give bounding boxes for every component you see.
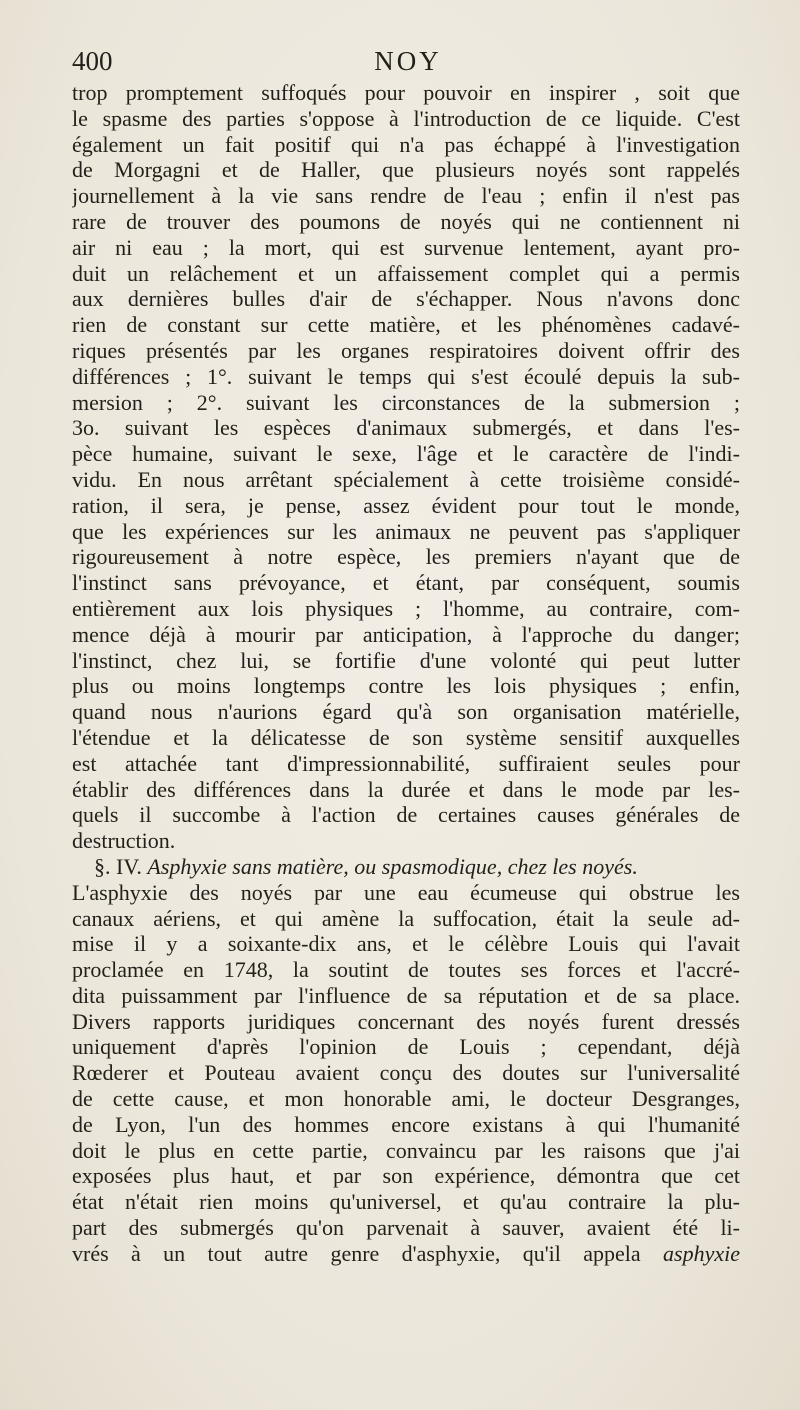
text-line: mence déjà à mourir par anticipation, à l'approche du danger; <box>72 621 740 647</box>
text-line: état n'était rien moins qu'universel, et qu'au contraire la plu- <box>72 1189 740 1215</box>
text-line: que les expériences sur les animaux ne peuvent pas s'appliquer <box>72 518 740 544</box>
running-head: NOY <box>374 46 442 76</box>
text-line: rare de trouver des poumons de noyés qui ne contiennent ni <box>72 208 740 234</box>
text-line <box>72 1241 740 1267</box>
text-line: différences ; 1°. suivant le temps qui s'est écoulé depuis la sub- <box>72 363 740 389</box>
paragraph-2 <box>72 880 740 1241</box>
text-line: air ni eau ; la mort, qui est survenue lentement, ayant pro- <box>72 234 740 260</box>
text-line: doit le plus en cette partie, convaincu par les raisons que j'ai <box>72 1137 740 1163</box>
section-title: Asphyxie sans matière, ou spasmodique, chez les noyés. <box>147 853 638 879</box>
section-number: §. IV. <box>94 853 142 879</box>
text-line: rigoureusement à notre espèce, les premiers n'ayant que de <box>72 544 740 570</box>
text-line: entièrement aux lois physiques ; l'homme, au contraire, com- <box>72 595 740 621</box>
text-line: ration, il sera, je pense, assez évident pour tout le monde, <box>72 492 740 518</box>
text-line: trop promptement suffoqués pour pouvoir en inspirer , soit que <box>72 80 740 105</box>
text-line: Rœderer et Pouteau avaient conçu des doutes sur l'universalité <box>72 1060 740 1086</box>
text-line: le spasme des parties s'oppose à l'introduction de ce liquide. C'est <box>72 105 740 131</box>
text-line: rien de constant sur cette matière, et les phénomènes cadavé- <box>72 312 740 338</box>
final-line-text: vrés à un tout autre genre d'asphyxie, qu'il appela <box>72 1240 641 1266</box>
text-line: vidu. En nous arrêtant spécialement à cette troisième considé- <box>72 466 740 492</box>
text-line: quand nous n'aurions égard qu'à son organisation matérielle, <box>72 699 740 725</box>
text-line: canaux aériens, et qui amène la suffocation, était la seule ad- <box>72 905 740 931</box>
body-text <box>72 80 740 1267</box>
text-line: mersion ; 2°. suivant les circonstances de la submersion ; <box>72 389 740 415</box>
text-line: l'instinct, chez lui, se fortifie d'une volonté qui peut lutter <box>72 647 740 673</box>
text-line: duit un relâchement et un affaissement complet qui a permis <box>72 260 740 286</box>
text-line: plus ou moins longtemps contre les lois physiques ; enfin, <box>72 673 740 699</box>
text-line: quels il succombe à l'action de certaines causes générales de <box>72 802 740 828</box>
text-line: part des submergés qu'on parvenait à sauver, avaient été li- <box>72 1215 740 1241</box>
text-line: mise il y a soixante-dix ans, et le célèbre Louis qui l'avait <box>72 931 740 957</box>
text-line: aux dernières bulles d'air de s'échapper. Nous n'avons donc <box>72 286 740 312</box>
page-header <box>72 44 740 78</box>
text-line: journellement à la vie sans rendre de l'eau ; enfin il n'est pas <box>72 183 740 209</box>
final-line-italic: asphyxie <box>663 1240 740 1266</box>
paragraph-1 <box>72 80 740 854</box>
text-line: proclamée en 1748, la soutint de toutes ses forces et l'accré- <box>72 957 740 983</box>
text-line: L'asphyxie des noyés par une eau écumeuse qui obstrue les <box>72 879 740 905</box>
text-line: pèce humaine, suivant le sexe, l'âge et le caractère de l'indi- <box>72 441 740 467</box>
text-line: uniquement d'après l'opinion de Louis ; cependant, déjà <box>72 1034 740 1060</box>
text-line: Divers rapports juridiques concernant des noyés furent dressés <box>72 1008 740 1034</box>
text-line: l'instinct sans prévoyance, et étant, par conséquent, soumis <box>72 570 740 596</box>
text-line: destruction. <box>72 828 176 854</box>
text-line: également un fait positif qui n'a pas échappé à l'investigation <box>72 131 740 157</box>
text-line: 3o. suivant les espèces d'animaux submergés, et dans l'es- <box>72 415 740 441</box>
text-line: est attachée tant d'impressionnabilité, suffiraient seules pour <box>72 750 740 776</box>
page-number: 400 <box>72 46 113 76</box>
section-heading <box>72 854 740 880</box>
text-line: dita puissamment par l'influence de sa réputation et de sa place. <box>72 982 740 1008</box>
text-line: de Lyon, l'un des hommes encore existans à qui l'humanité <box>72 1111 740 1137</box>
text-line: de cette cause, et mon honorable ami, le docteur Desgranges, <box>72 1086 740 1112</box>
text-line: riques présentés par les organes respiratoires doivent offrir des <box>72 337 740 363</box>
text-line: exposées plus haut, et par son expérience, démontra que cet <box>72 1163 740 1189</box>
text-line: établir des différences dans la durée et dans le mode par les- <box>72 776 740 802</box>
text-line: de Morgagni et de Haller, que plusieurs noyés sont rappelés <box>72 157 740 183</box>
text-line: l'étendue et la délicatesse de son système sensitif auxquelles <box>72 724 740 750</box>
